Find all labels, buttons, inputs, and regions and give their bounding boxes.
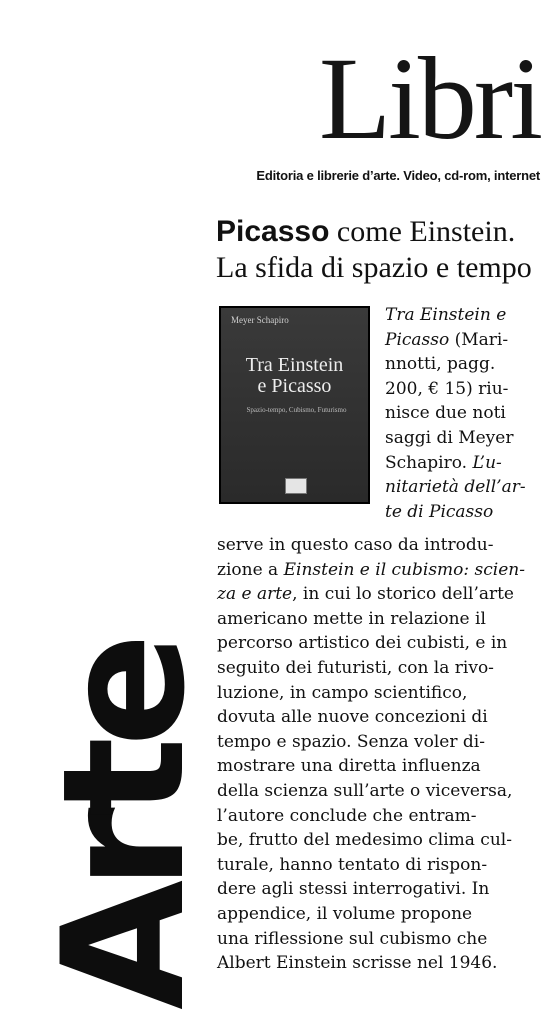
text-line (217, 607, 553, 632)
cover-title-line-2: e Picasso (257, 375, 332, 397)
text-fragment: dere agli stessi interrogativi. In (217, 879, 490, 900)
text-fragment: nisce due noti (385, 403, 506, 424)
italic-fragment: Einstein e il cubismo: scien- (283, 559, 525, 580)
headline-line-1 (216, 214, 546, 250)
text-line (217, 951, 553, 976)
text-fragment: l’autore conclude che entram- (217, 805, 477, 826)
text-line (217, 656, 553, 681)
text-fragment: una riflessione sul cubismo che (217, 928, 488, 949)
text-line (217, 853, 553, 878)
text-line (217, 558, 553, 583)
article-side-column (385, 303, 547, 524)
article-headline (216, 214, 546, 286)
headline-line-2: La sfida di spazio e tempo (216, 251, 532, 284)
text-fragment: zione a (217, 559, 284, 580)
text-fragment: mostrare una diretta influenza (217, 756, 481, 777)
section-vertical-label: Arte (26, 642, 222, 1010)
masthead-subtitle: Editoria e librerie d’arte. Video, cd-rom, internet (256, 168, 540, 183)
text-line (385, 451, 547, 476)
text-fragment: serve in questo caso da introdu- (217, 535, 494, 555)
text-line (385, 401, 547, 426)
text-fragment: (Mari- (449, 329, 509, 350)
text-line (385, 352, 547, 377)
headline-lead: Picasso (216, 215, 330, 248)
text-fragment: 200, € 15) riu- (385, 378, 509, 399)
text-line (217, 804, 553, 829)
headline-line1-rest: come Einstein. (329, 215, 516, 248)
text-fragment: appendice, il volume propone (217, 903, 473, 924)
article-body (217, 533, 553, 976)
text-fragment: luzione, in campo scientifico, (217, 682, 468, 703)
text-line (217, 779, 553, 804)
text-line (385, 475, 547, 500)
italic-fragment: te di Picasso (385, 501, 494, 522)
text-line (217, 754, 553, 779)
text-fragment: saggi di Meyer (385, 427, 514, 448)
italic-fragment: L’u- (472, 452, 502, 473)
text-fragment: , in cui lo storico dell’arte (292, 584, 514, 605)
cover-author: Meyer Schapiro (231, 315, 289, 325)
masthead (200, 33, 540, 183)
text-line (217, 877, 553, 902)
text-fragment: percorso artistico dei cubisti, e in (217, 633, 508, 654)
cover-title (221, 355, 368, 397)
text-line (217, 927, 553, 952)
text-line (385, 303, 547, 328)
text-line (217, 902, 553, 927)
text-fragment: dovuta alle nuove concezioni di (217, 707, 488, 728)
text-line (217, 730, 553, 755)
text-line (217, 705, 553, 730)
text-line (385, 426, 547, 451)
text-fragment: nnotti, pagg. (385, 354, 496, 375)
text-fragment: Albert Einstein scrisse nel 1946. (217, 953, 498, 974)
text-fragment: americano mette in relazione il (217, 608, 486, 629)
italic-fragment: nitarietà dell’ar- (385, 477, 526, 498)
publisher-logo (285, 478, 307, 494)
text-fragment: turale, hanno tentato di rispon- (217, 854, 488, 875)
text-line (385, 500, 547, 525)
masthead-title: Libri (319, 33, 540, 164)
text-fragment: be, frutto del medesimo clima cul- (217, 830, 512, 851)
cover-title-line-1: Tra Einstein (245, 354, 344, 376)
text-line (385, 377, 547, 402)
text-fragment: della scienza sull’arte o viceversa, (217, 780, 513, 801)
text-line (217, 533, 553, 558)
text-fragment: seguito dei futuristi, con la rivo- (217, 657, 494, 678)
book-cover-image (219, 306, 370, 504)
text-line (217, 681, 553, 706)
cover-subtitle: Spazio-tempo, Cubismo, Futurismo (246, 406, 347, 414)
italic-fragment: Tra Einstein e (385, 305, 507, 325)
italic-fragment: za e arte (217, 584, 293, 605)
text-line (385, 328, 547, 353)
italic-fragment: Picasso (385, 329, 450, 350)
text-fragment: tempo e spazio. Senza voler di- (217, 731, 485, 752)
text-line (217, 828, 553, 853)
text-fragment: Schapiro. (385, 452, 473, 473)
text-line (217, 582, 553, 607)
text-line (217, 631, 553, 656)
